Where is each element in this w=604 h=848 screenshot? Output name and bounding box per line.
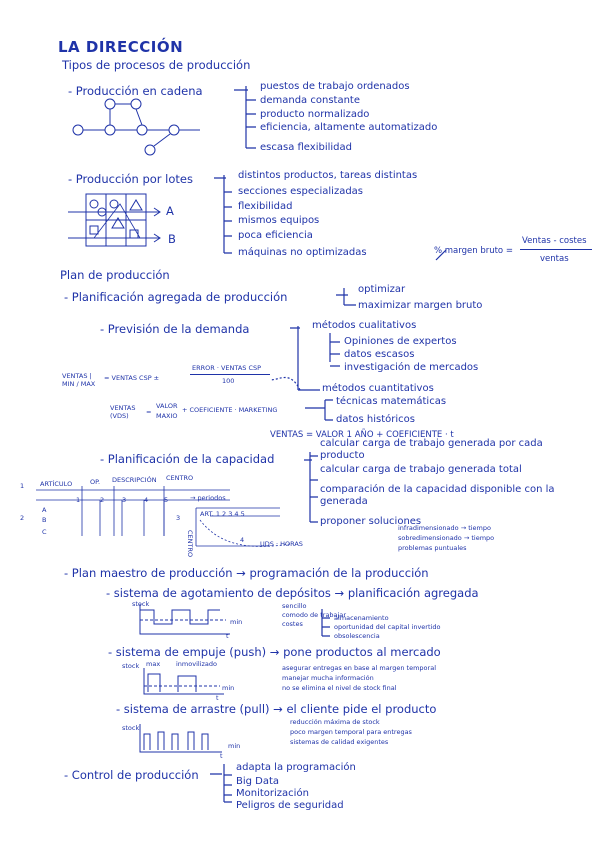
margen-left: % margen bruto = — [434, 246, 513, 256]
section-heading-tipos: Tipos de procesos de producción — [62, 58, 251, 72]
cadena-item: producto normalizado — [260, 109, 370, 120]
cualitativo-item: Opiniones de expertos — [344, 336, 457, 347]
depositos-item: costes — [282, 620, 303, 628]
section-heading-plan: Plan de producción — [60, 268, 170, 282]
capacidad-label: - Planificación de la capacidad — [100, 452, 275, 466]
agregada-label: - Planificación agregada de producción — [64, 290, 288, 304]
capacidad-item: calcular carga de trabajo generada total — [320, 464, 522, 475]
t-label: t — [226, 632, 229, 640]
arrastre-item: poco margen temporal para entregas — [290, 728, 412, 736]
control-item: Monitorización — [236, 788, 309, 799]
lotes-item: mismos equipos — [238, 215, 320, 226]
table-header: OP. — [90, 478, 101, 486]
table-col: 1 — [76, 496, 81, 504]
row-number: 2 — [20, 514, 25, 522]
lotes-item: distintos productos, tareas distintas — [238, 170, 418, 181]
formula1-left: VENTAS | MIN / MAX — [62, 372, 96, 388]
cualitativo-item: investigación de mercados — [344, 362, 479, 373]
solucion-item: problemas puntuales — [398, 544, 467, 552]
demanda-label: - Previsión de la demanda — [100, 322, 250, 336]
t-label: t — [216, 694, 219, 702]
formula2-mid: = — [146, 408, 152, 416]
art-header: ART. 1 2 3 4 5 — [200, 510, 245, 518]
uds-horas-label: UDS · HORAS — [260, 540, 303, 548]
lotes-item: secciones especializadas — [238, 186, 364, 197]
fraction-bar — [190, 374, 270, 375]
depositos-stock-sketch — [130, 604, 243, 638]
margen-denominator: ventas — [540, 254, 569, 264]
table-col: 4 — [144, 496, 149, 504]
control-item: Big Data — [236, 776, 280, 787]
costes-item: almacenamiento — [334, 614, 389, 622]
table-col: 3 — [122, 496, 127, 504]
lotes-item: máquinas no optimizadas — [238, 247, 367, 258]
cadena-item: demanda constante — [260, 95, 360, 106]
table-num: 4 — [240, 536, 245, 544]
control-item: Peligros de seguridad — [236, 800, 344, 811]
empuje-item: asegurar entregas en base al margen temporal — [282, 664, 436, 672]
min-label: min — [230, 618, 243, 626]
formula2-denominator: MAXIO — [156, 412, 178, 420]
capacidad-table-sketch — [30, 486, 310, 556]
formula1-numerator: ERROR · VENTAS CSP — [192, 364, 262, 372]
table-col: 5 — [164, 496, 169, 504]
capacidad-item: comparación de la capacidad disponible con la generada — [320, 484, 555, 507]
arrastre-item: sistemas de calidad exigentes — [290, 738, 389, 746]
metodos-cualitativos: métodos cualitativos — [312, 320, 417, 331]
arrastre-item: reducción máxima de stock — [290, 718, 380, 726]
row-number: 1 — [20, 482, 25, 490]
max-label: max — [146, 660, 161, 668]
table-row-label: A — [42, 506, 47, 514]
costes-item: obsolescencia — [334, 632, 380, 640]
capacidad-item: calcular carga de trabajo generada por cada producto — [320, 438, 543, 461]
solucion-item: sobredimensionado → tiempo — [398, 534, 495, 542]
periodos-label: → periodos — [190, 494, 226, 502]
cadena-flow-sketch — [70, 96, 210, 158]
table-header: DESCRIPCIÓN — [112, 476, 157, 484]
cadena-label: - Producción en cadena — [68, 84, 203, 98]
empuje-item: no se elimina el nivel de stock final — [282, 684, 397, 692]
stock-label: stock — [132, 600, 150, 608]
table-header: ARTÍCULO — [40, 480, 73, 488]
control-label: - Control de producción — [64, 768, 199, 782]
formula2-right: + COEFICIENTE · MARKETING — [182, 406, 278, 414]
lotes-label-a: A — [166, 204, 174, 218]
maestro-label: - Plan maestro de producción → programación de la producción — [64, 566, 429, 580]
t-label: t — [220, 752, 223, 760]
formula2-left: VENTAS (VDS) — [110, 404, 136, 420]
formula1-denominator: 100 — [222, 377, 235, 385]
table-num: 3 — [176, 514, 181, 522]
empuje-item: manejar mucha información — [282, 674, 374, 682]
formula3: VENTAS = VALOR 1 AÑO + COEFICIENTE · t — [270, 430, 454, 440]
min-label: min — [228, 742, 241, 750]
depositos-label: - sistema de agotamiento de depósitos → planificación agregada — [106, 586, 479, 600]
page-title: LA DIRECCIÓN — [58, 38, 184, 56]
depositos-item: comodo de trabajar — [282, 611, 346, 619]
depositos-item: sencillo — [282, 602, 307, 610]
cuantitativo-item: técnicas matemáticas — [336, 396, 447, 407]
costes-item: oportunidad del capital invertido — [334, 623, 441, 631]
cadena-item: puestos de trabajo ordenados — [260, 81, 410, 92]
control-item: adapta la programación — [236, 762, 356, 773]
capacidad-item: proponer soluciones — [320, 516, 422, 527]
table-header: CENTRO — [166, 474, 194, 482]
formula1-mid: = VENTAS CSP ± — [104, 374, 160, 382]
lotes-grid-sketch — [68, 190, 168, 250]
stock-label: stock — [122, 662, 140, 670]
metodos-cuantitativos: métodos cuantitativos — [322, 383, 434, 394]
table-row-label: C — [42, 528, 47, 536]
arrastre-label: - sistema de arrastre (pull) → el cliente pide el producto — [116, 702, 437, 716]
lotes-label-b: B — [168, 232, 176, 246]
centro-label: CENTRO — [186, 530, 194, 558]
agregada-item: maximizar margen bruto — [358, 300, 483, 311]
cualitativo-item: datos escasos — [344, 349, 415, 360]
stock-label: stock — [122, 724, 140, 732]
min-label: min — [222, 684, 235, 692]
empuje-stock-sketch — [140, 668, 230, 698]
cuantitativo-item: datos históricos — [336, 414, 415, 425]
inmovilizado-label: inmovilizado — [176, 660, 217, 668]
solucion-item: infradimensionado → tiempo — [398, 524, 491, 532]
cadena-item: eficiencia, altamente automatizado — [260, 122, 438, 133]
table-col: 2 — [100, 496, 105, 504]
lotes-item: poca eficiencia — [238, 230, 313, 241]
lotes-label: - Producción por lotes — [68, 172, 193, 186]
table-row-label: B — [42, 516, 47, 524]
lotes-item: flexibilidad — [238, 201, 293, 212]
empuje-label: - sistema de empuje (push) → pone productos al mercado — [108, 645, 441, 659]
agregada-item: optimizar — [358, 284, 406, 295]
formula2-numerator: VALOR — [156, 402, 178, 410]
arrastre-stock-sketch — [136, 724, 226, 756]
fraction-bar — [520, 249, 592, 250]
cadena-item: escasa flexibilidad — [260, 142, 352, 153]
margen-numerator: Ventas - costes — [522, 236, 587, 246]
